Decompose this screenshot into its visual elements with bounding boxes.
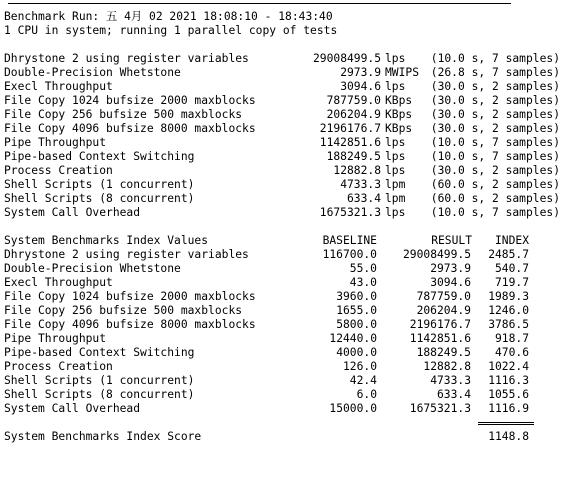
result-info: (60.0 s, 2 samples) bbox=[430, 178, 560, 191]
column-header-result: RESULT bbox=[431, 234, 472, 247]
result-value: 1675321.3 bbox=[319, 206, 381, 219]
index-row-name: Execl Throughput bbox=[4, 276, 113, 289]
result-row bbox=[4, 192, 560, 206]
index-row bbox=[4, 374, 560, 388]
index-row-baseline: 15000.0 bbox=[329, 402, 377, 415]
index-table-header bbox=[4, 234, 560, 248]
index-score-label: System Benchmarks Index Score bbox=[4, 430, 202, 443]
result-row bbox=[4, 122, 560, 136]
index-row bbox=[4, 360, 560, 374]
terminal-output bbox=[4, 0, 564, 459]
result-unit: KBps bbox=[385, 122, 413, 135]
result-unit: lps bbox=[385, 150, 406, 163]
result-name: File Copy 4096 bufsize 8000 maxblocks bbox=[4, 122, 256, 135]
result-info: (30.0 s, 2 samples) bbox=[430, 94, 560, 107]
result-unit: lps bbox=[385, 52, 406, 65]
index-row-result: 1675321.3 bbox=[409, 402, 471, 415]
result-row bbox=[4, 52, 560, 66]
index-row-name: File Copy 4096 bufsize 8000 maxblocks bbox=[4, 318, 256, 331]
result-row bbox=[4, 66, 560, 80]
cpu-info-line: 1 CPU in system; running 1 parallel copy of tests bbox=[4, 24, 338, 37]
result-value: 2196176.7 bbox=[319, 122, 381, 135]
index-row-result: 188249.5 bbox=[416, 346, 471, 359]
index-row-name: System Call Overhead bbox=[4, 402, 141, 415]
index-row-baseline: 126.0 bbox=[342, 360, 377, 373]
index-row-baseline: 4000.0 bbox=[336, 346, 377, 359]
index-row-index: 540.7 bbox=[494, 262, 529, 275]
index-row-result: 2973.9 bbox=[430, 262, 471, 275]
index-row-baseline: 5800.0 bbox=[336, 318, 377, 331]
index-row-result: 787759.0 bbox=[416, 290, 471, 303]
index-row-name: Pipe Throughput bbox=[4, 332, 107, 345]
index-row-name: File Copy 256 bufsize 500 maxblocks bbox=[4, 304, 243, 317]
index-row-result: 633.4 bbox=[436, 388, 471, 401]
result-row bbox=[4, 178, 560, 192]
index-table-title: System Benchmarks Index Values bbox=[4, 234, 209, 247]
result-info: (30.0 s, 2 samples) bbox=[430, 122, 560, 135]
result-row bbox=[4, 94, 560, 108]
result-row bbox=[4, 80, 560, 94]
index-row-index: 1116.9 bbox=[488, 402, 529, 415]
column-header-index: INDEX bbox=[494, 234, 529, 247]
result-name: Dhrystone 2 using register variables bbox=[4, 52, 249, 65]
index-row-result: 29008499.5 bbox=[402, 248, 471, 261]
result-value: 4733.3 bbox=[340, 178, 381, 191]
index-row bbox=[4, 304, 560, 318]
result-info: (30.0 s, 2 samples) bbox=[430, 80, 560, 93]
result-info: (60.0 s, 2 samples) bbox=[430, 192, 560, 205]
index-row-name: Shell Scripts (8 concurrent) bbox=[4, 388, 195, 401]
index-row bbox=[4, 248, 560, 262]
result-unit: lps bbox=[385, 136, 406, 149]
index-row-name: File Copy 1024 bufsize 2000 maxblocks bbox=[4, 290, 256, 303]
score-separator bbox=[478, 422, 534, 425]
index-row-index: 1246.0 bbox=[488, 304, 529, 317]
result-name: Execl Throughput bbox=[4, 80, 113, 93]
index-row-index: 3786.5 bbox=[488, 318, 529, 331]
result-value: 2973.9 bbox=[340, 66, 381, 79]
index-row-baseline: 6.0 bbox=[356, 388, 377, 401]
result-info: (10.0 s, 7 samples) bbox=[430, 206, 560, 219]
index-row-result: 12882.8 bbox=[423, 360, 471, 373]
index-row-index: 1022.4 bbox=[488, 360, 529, 373]
result-name: Shell Scripts (1 concurrent) bbox=[4, 178, 195, 191]
index-row-name: Pipe-based Context Switching bbox=[4, 346, 195, 359]
result-value: 12882.8 bbox=[333, 164, 381, 177]
index-row-baseline: 42.4 bbox=[349, 374, 377, 387]
result-unit: lpm bbox=[385, 192, 406, 205]
index-row bbox=[4, 388, 560, 402]
result-value: 1142851.6 bbox=[319, 136, 381, 149]
index-row-baseline: 55.0 bbox=[349, 262, 377, 275]
index-score-value: 1148.8 bbox=[488, 430, 529, 443]
result-name: Double-Precision Whetstone bbox=[4, 66, 181, 79]
result-unit: lps bbox=[385, 80, 406, 93]
index-row-index: 470.6 bbox=[494, 346, 529, 359]
result-value: 206204.9 bbox=[326, 108, 381, 121]
result-name: File Copy 1024 bufsize 2000 maxblocks bbox=[4, 94, 256, 107]
index-row-result: 1142851.6 bbox=[409, 332, 471, 345]
result-name: Pipe Throughput bbox=[4, 136, 107, 149]
index-row bbox=[4, 276, 560, 290]
result-value: 787759.0 bbox=[326, 94, 381, 107]
result-unit: KBps bbox=[385, 94, 413, 107]
index-score-line bbox=[4, 430, 534, 444]
index-row-baseline: 3960.0 bbox=[336, 290, 377, 303]
result-value: 188249.5 bbox=[326, 150, 381, 163]
index-row bbox=[4, 402, 560, 416]
index-row-baseline: 43.0 bbox=[349, 276, 377, 289]
index-row bbox=[4, 346, 560, 360]
result-name: Pipe-based Context Switching bbox=[4, 150, 195, 163]
index-row-index: 1055.6 bbox=[488, 388, 529, 401]
result-name: Shell Scripts (8 concurrent) bbox=[4, 192, 195, 205]
result-row bbox=[4, 150, 560, 164]
index-row-result: 3094.6 bbox=[430, 276, 471, 289]
index-row-result: 4733.3 bbox=[430, 374, 471, 387]
result-unit: lps bbox=[385, 206, 406, 219]
index-row-index: 719.7 bbox=[494, 276, 529, 289]
benchmark-run-header: Benchmark Run: 五 4月 02 2021 18:08:10 - 18:43:40 bbox=[4, 10, 333, 23]
result-row bbox=[4, 108, 560, 122]
result-value: 633.4 bbox=[346, 192, 381, 205]
index-row-baseline: 116700.0 bbox=[322, 248, 377, 261]
index-row-result: 2196176.7 bbox=[409, 318, 471, 331]
index-row-index: 1116.3 bbox=[488, 374, 529, 387]
index-row-name: Dhrystone 2 using register variables bbox=[4, 248, 249, 261]
result-value: 29008499.5 bbox=[312, 52, 381, 65]
index-row-index: 1989.3 bbox=[488, 290, 529, 303]
result-info: (10.0 s, 7 samples) bbox=[430, 150, 560, 163]
result-info: (30.0 s, 2 samples) bbox=[430, 108, 560, 121]
index-row bbox=[4, 332, 560, 346]
result-name: Process Creation bbox=[4, 164, 113, 177]
index-row bbox=[4, 318, 560, 332]
index-row-index: 2485.7 bbox=[488, 248, 529, 261]
result-unit: MWIPS bbox=[385, 66, 420, 79]
index-row-baseline: 12440.0 bbox=[329, 332, 377, 345]
result-unit: KBps bbox=[385, 108, 413, 121]
index-row-name: Double-Precision Whetstone bbox=[4, 262, 181, 275]
index-row-index: 918.7 bbox=[494, 332, 529, 345]
result-info: (10.0 s, 7 samples) bbox=[430, 136, 560, 149]
column-header-baseline: BASELINE bbox=[322, 234, 377, 247]
result-info: (30.0 s, 2 samples) bbox=[430, 164, 560, 177]
result-unit: lps bbox=[385, 164, 406, 177]
index-row-name: Shell Scripts (1 concurrent) bbox=[4, 374, 195, 387]
result-name: System Call Overhead bbox=[4, 206, 141, 219]
result-value: 3094.6 bbox=[340, 80, 381, 93]
result-row bbox=[4, 206, 560, 220]
separator-line bbox=[8, 3, 511, 4]
index-row-name: Process Creation bbox=[4, 360, 113, 373]
result-unit: lpm bbox=[385, 178, 406, 191]
index-row bbox=[4, 262, 560, 276]
index-row bbox=[4, 290, 560, 304]
result-row bbox=[4, 164, 560, 178]
index-row-baseline: 1655.0 bbox=[336, 304, 377, 317]
index-row-result: 206204.9 bbox=[416, 304, 471, 317]
result-row bbox=[4, 136, 560, 150]
result-name: File Copy 256 bufsize 500 maxblocks bbox=[4, 108, 243, 121]
result-info: (26.8 s, 7 samples) bbox=[430, 66, 560, 79]
result-info: (10.0 s, 7 samples) bbox=[430, 52, 560, 65]
